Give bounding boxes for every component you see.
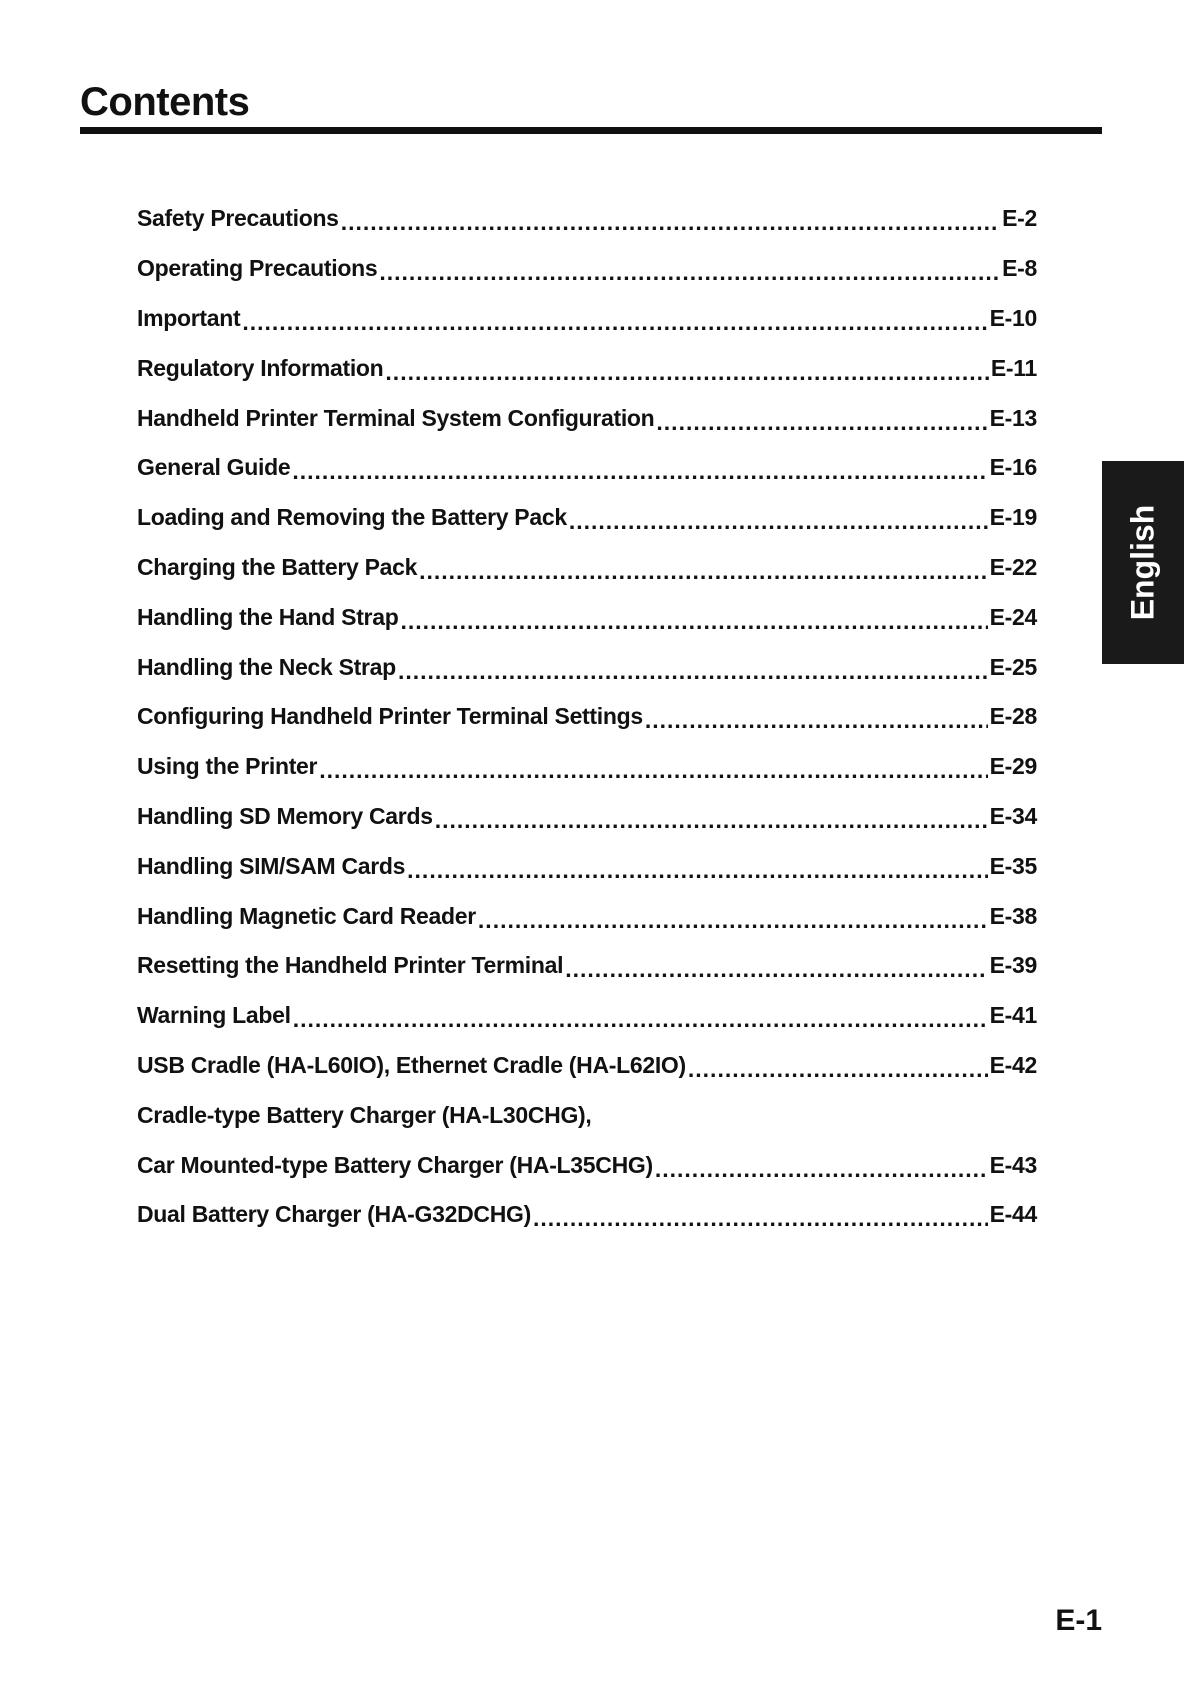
toc-entry[interactable]: [137, 194, 1037, 244]
language-tab-label: English: [1124, 504, 1161, 621]
dot-leader: [398, 658, 988, 685]
page-number: E-1: [1055, 1604, 1102, 1637]
toc-entry[interactable]: [137, 1190, 1037, 1240]
toc-entry[interactable]: [137, 443, 1037, 493]
toc-entry-label: Important: [137, 304, 241, 331]
dot-leader: [407, 857, 987, 884]
toc-entry[interactable]: [137, 692, 1037, 742]
dot-leader: [379, 259, 1000, 286]
toc-entry-label: Cradle-type Battery Charger (HA-L30CHG),: [137, 1101, 592, 1128]
dot-leader: [341, 209, 1000, 236]
toc-entry-page: E-25: [989, 653, 1037, 680]
toc-entry-label: Using the Printer: [137, 753, 318, 780]
dot-leader: [435, 807, 988, 834]
dot-leader: [569, 508, 988, 535]
page-title: Contents: [80, 80, 250, 124]
toc-entry-page: E-34: [989, 802, 1037, 829]
dot-leader: [656, 409, 987, 436]
toc-entry[interactable]: [137, 792, 1037, 842]
toc-entry-label: Handheld Printer Terminal System Configuration: [137, 404, 655, 431]
toc-entry-page: E-10: [989, 304, 1037, 331]
dot-leader: [478, 907, 988, 934]
toc-entry[interactable]: [137, 742, 1037, 792]
toc-entry[interactable]: [137, 891, 1037, 941]
toc-entry[interactable]: [137, 493, 1037, 543]
dot-leader: [533, 1205, 988, 1232]
toc-entry-label: Loading and Removing the Battery Pack: [137, 504, 567, 531]
table-of-contents: [137, 194, 1037, 1240]
dot-leader: [645, 707, 988, 734]
toc-entry-page: E-35: [989, 852, 1037, 879]
toc-entry-page: E-19: [989, 504, 1037, 531]
dot-leader: [385, 359, 988, 386]
toc-entry[interactable]: [137, 294, 1037, 344]
toc-entry-page: E-24: [989, 603, 1037, 630]
toc-entry[interactable]: [137, 244, 1037, 294]
toc-entry-label: Configuring Handheld Printer Terminal Settings: [137, 703, 643, 730]
dot-leader: [688, 1056, 988, 1083]
toc-entry-label: Charging the Battery Pack: [137, 553, 418, 580]
toc-entry-page: E-8: [1002, 255, 1037, 282]
toc-entry[interactable]: [137, 543, 1037, 593]
toc-entry[interactable]: [137, 1041, 1037, 1091]
toc-entry-page: E-29: [989, 753, 1037, 780]
toc-entry-label: Car Mounted-type Battery Charger (HA-L35CHG): [137, 1151, 653, 1178]
toc-entry-label: Handling SIM/SAM Cards: [137, 852, 406, 879]
dot-leader: [419, 558, 988, 585]
toc-entry-page: E-44: [989, 1201, 1037, 1228]
toc-entry-label: Dual Battery Charger (HA-G32DCHG): [137, 1201, 531, 1228]
toc-entry-page: E-41: [989, 1002, 1037, 1029]
toc-entry-label: Operating Precautions: [137, 255, 378, 282]
toc-entry[interactable]: [137, 393, 1037, 443]
toc-entry-page: E-28: [989, 703, 1037, 730]
toc-entry-page: E-43: [989, 1151, 1037, 1178]
dot-leader: [565, 956, 987, 983]
toc-entry-label: Warning Label: [137, 1002, 291, 1029]
dot-leader: [292, 458, 987, 485]
toc-entry-page: E-2: [1002, 205, 1037, 232]
toc-entry-label: Handling Magnetic Card Reader: [137, 902, 476, 929]
dot-leader: [293, 1006, 988, 1033]
toc-entry-label: USB Cradle (HA-L60IO), Ethernet Cradle (HA-L62IO): [137, 1051, 686, 1078]
toc-entry-label: Handling SD Memory Cards: [137, 802, 433, 829]
toc-entry-page: E-42: [989, 1051, 1037, 1078]
toc-entry-label: Safety Precautions: [137, 205, 339, 232]
dot-leader: [242, 309, 987, 336]
dot-leader: [319, 757, 987, 784]
toc-entry[interactable]: [137, 991, 1037, 1041]
toc-entry-page: E-11: [990, 354, 1037, 381]
dot-leader: [400, 608, 987, 635]
language-tab: [1102, 461, 1184, 664]
toc-entry[interactable]: [137, 642, 1037, 692]
toc-entry-label: Resetting the Handheld Printer Terminal: [137, 952, 564, 979]
toc-entry[interactable]: [137, 1140, 1037, 1190]
toc-entry[interactable]: [137, 1090, 1037, 1140]
toc-entry[interactable]: [137, 592, 1037, 642]
toc-entry-page: E-16: [989, 454, 1037, 481]
toc-entry-page: E-38: [989, 902, 1037, 929]
toc-entry-label: Handling the Neck Strap: [137, 653, 396, 680]
toc-entry[interactable]: [137, 343, 1037, 393]
toc-entry[interactable]: [137, 941, 1037, 991]
toc-entry-label: Handling the Hand Strap: [137, 603, 399, 630]
toc-entry[interactable]: [137, 841, 1037, 891]
toc-entry-label: Regulatory Information: [137, 354, 384, 381]
toc-entry-label: General Guide: [137, 454, 291, 481]
toc-entry-page: E-22: [989, 553, 1037, 580]
toc-entry-page: E-39: [989, 952, 1037, 979]
toc-entry-page: E-13: [989, 404, 1037, 431]
title-rule: [80, 127, 1102, 134]
dot-leader: [655, 1156, 988, 1183]
